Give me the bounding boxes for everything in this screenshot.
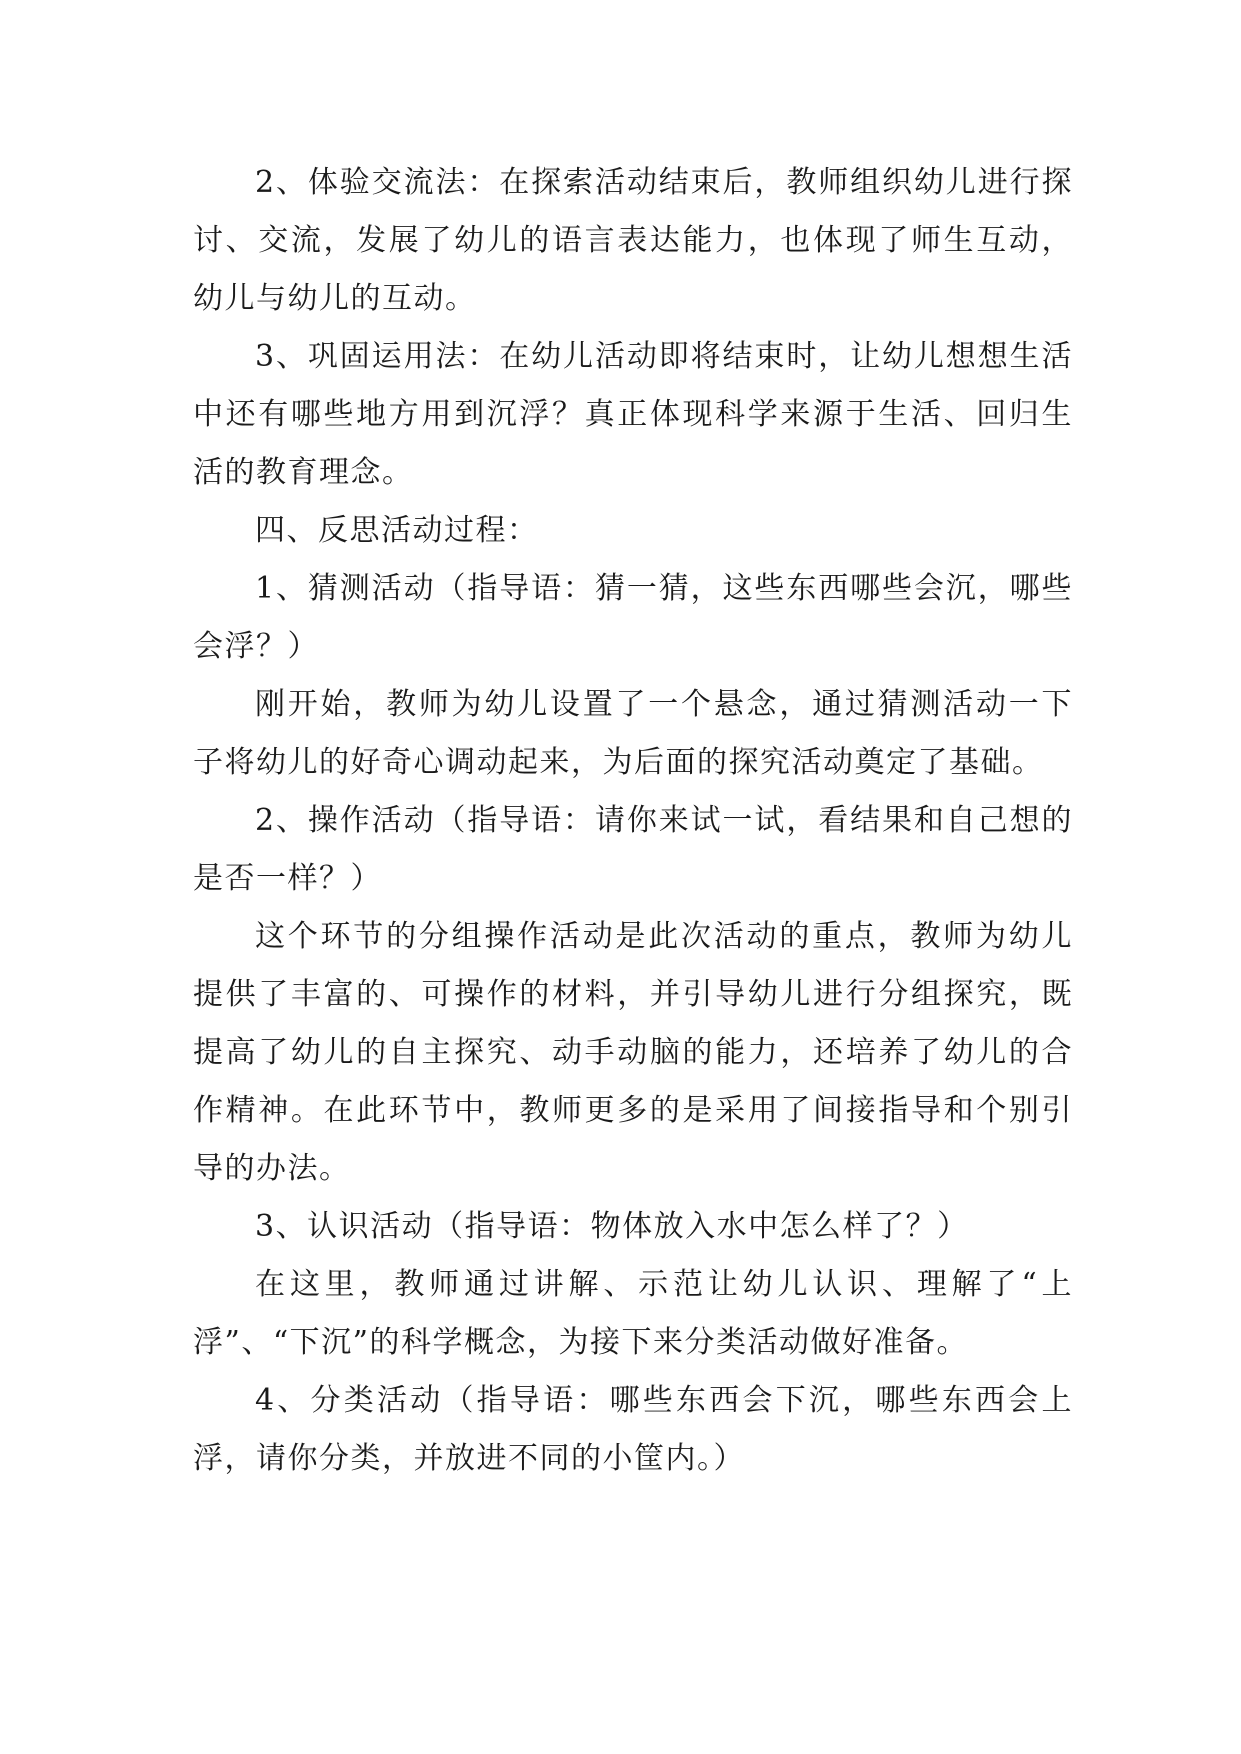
paragraph-activity-4-title: 4、分类活动（指导语：哪些东西会下沉，哪些东西会上浮，请你分类，并放进不同的小筐内。） xyxy=(193,1383,1073,1476)
paragraph-method-2: 2、体验交流法：在探索活动结束后，教师组织幼儿进行探讨、交流，发展了幼儿的语言表达能力，也体现了师生互动，幼儿与幼儿的互动。 xyxy=(193,165,1073,316)
paragraph-method-3: 3、巩固运用法：在幼儿活动即将结束时，让幼儿想想生活中还有哪些地方用到沉浮？真正体现科学来源于生活、回归生活的教育理念。 xyxy=(193,339,1073,490)
document-body xyxy=(193,154,1073,1488)
paragraph-activity-2-body: 这个环节的分组操作活动是此次活动的重点，教师为幼儿提供了丰富的、可操作的材料，并引导幼儿进行分组探究，既提高了幼儿的自主探究、动手动脑的能力，还培养了幼儿的合作精神。在此环节中，教师更多的是采用了间接指导和个别引导的办法。 xyxy=(193,919,1073,1186)
paragraph-activity-3-body: 在这里，教师通过讲解、示范让幼儿认识、理解了“上浮”、“下沉”的科学概念，为接下来分类活动做好准备。 xyxy=(193,1267,1073,1360)
paragraph-activity-1-body: 刚开始，教师为幼儿设置了一个悬念，通过猜测活动一下子将幼儿的好奇心调动起来，为后面的探究活动奠定了基础。 xyxy=(193,687,1073,780)
paragraph-activity-2-title: 2、操作活动（指导语：请你来试一试，看结果和自己想的是否一样？） xyxy=(193,803,1073,896)
paragraph-activity-1-title: 1、猜测活动（指导语：猜一猜，这些东西哪些会沉，哪些会浮？） xyxy=(193,571,1073,664)
paragraph-activity-3-title: 3、认识活动（指导语：物体放入水中怎么样了？） xyxy=(255,1209,969,1244)
section-heading-reflection: 四、反思活动过程： xyxy=(255,513,539,548)
